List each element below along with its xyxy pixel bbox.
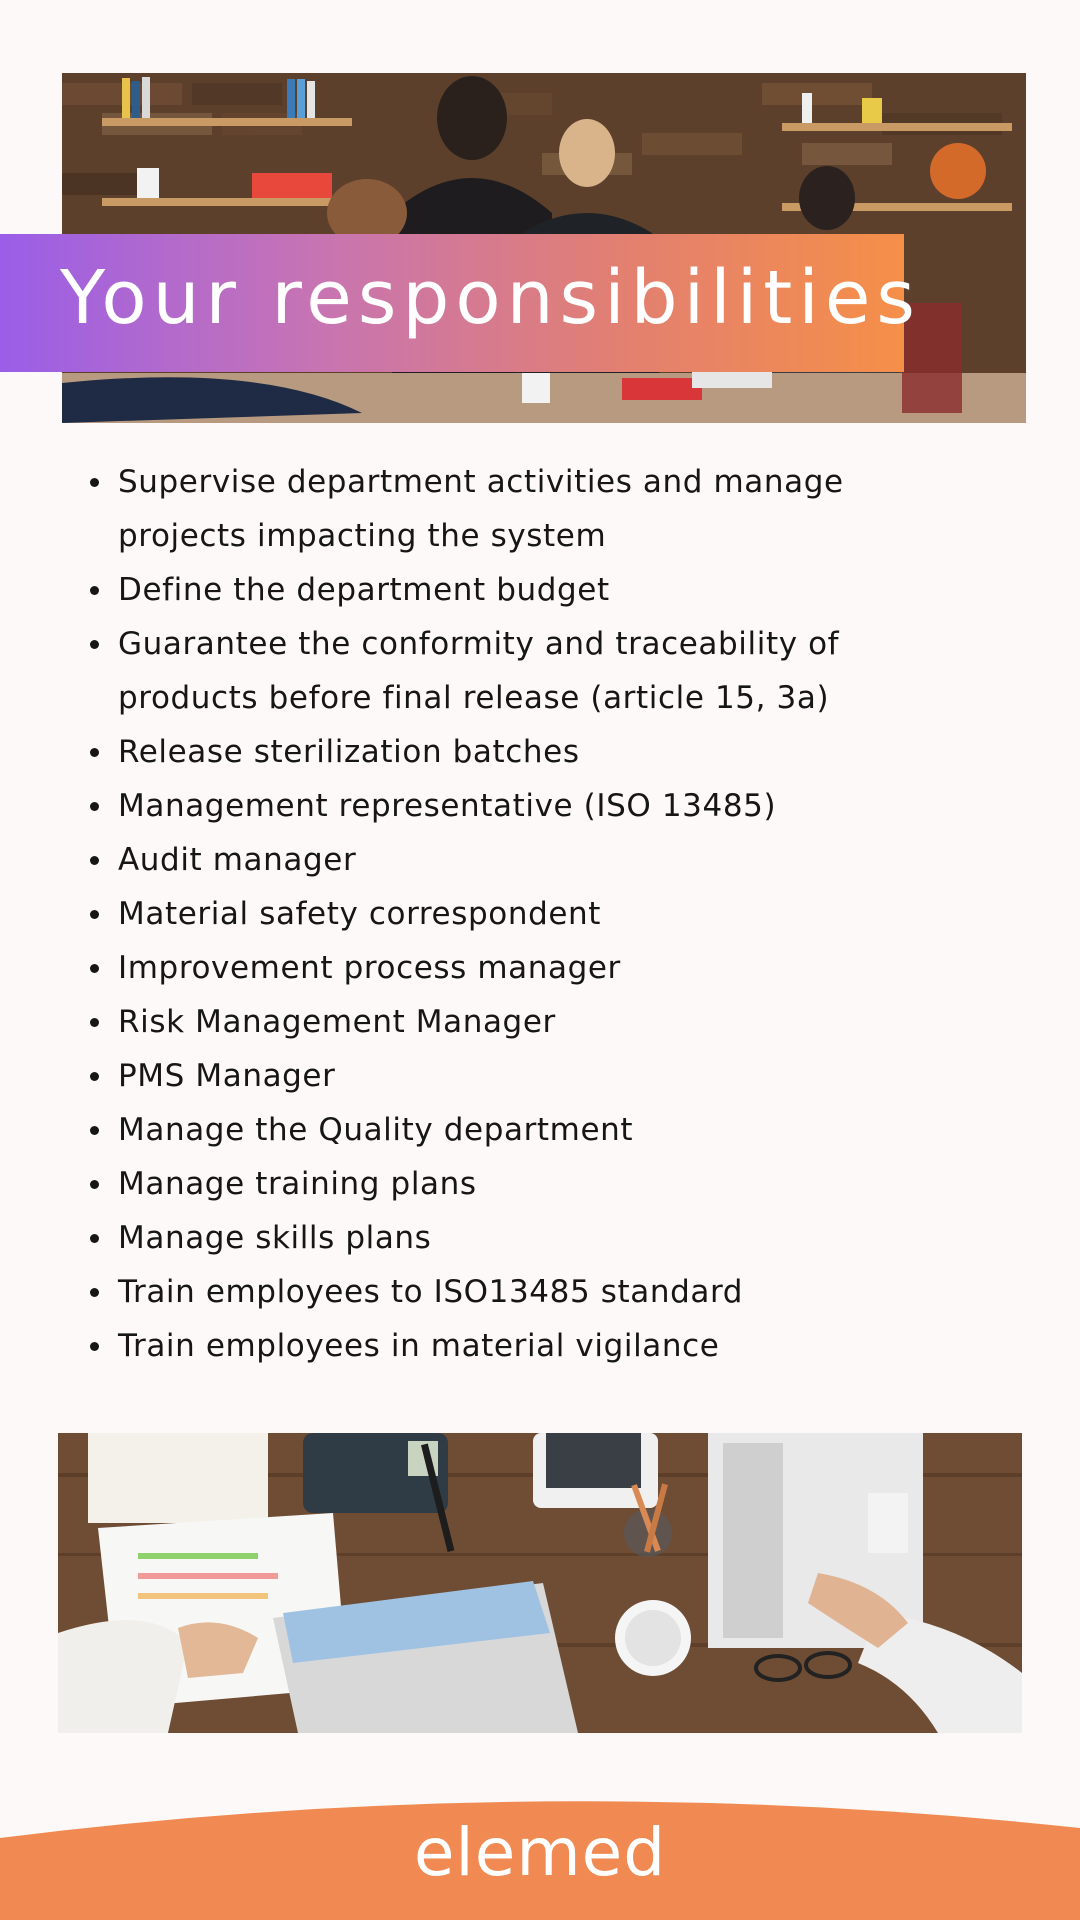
list-item: PMS Manager <box>80 1049 980 1103</box>
list-item: Define the department budget <box>80 563 980 617</box>
list-item: Manage skills plans <box>80 1211 980 1265</box>
list-item: Material safety correspondent <box>80 887 980 941</box>
list-item: Train employees to ISO13485 standard <box>80 1265 980 1319</box>
list-item: Risk Management Manager <box>80 995 980 1049</box>
list-item: Improvement process manager <box>80 941 980 995</box>
elemed-logo: elemed <box>413 1814 667 1891</box>
list-item: Supervise department activities and manage projects impacting the system <box>80 455 980 563</box>
desk-workspace-photo <box>58 1433 1022 1733</box>
responsibilities-list <box>80 455 980 1373</box>
list-item: Manage the Quality department <box>80 1103 980 1157</box>
list-item: Manage training plans <box>80 1157 980 1211</box>
list-item: Train employees in material vigilance <box>80 1319 980 1373</box>
list-item: Release sterilization batches <box>80 725 980 779</box>
list-item: Guarantee the conformity and traceability of products before final release (article 15, 3a) <box>80 617 980 725</box>
list-item: Audit manager <box>80 833 980 887</box>
list-item: Management representative (ISO 13485) <box>80 779 980 833</box>
page-title: Your responsibilities <box>60 255 921 341</box>
